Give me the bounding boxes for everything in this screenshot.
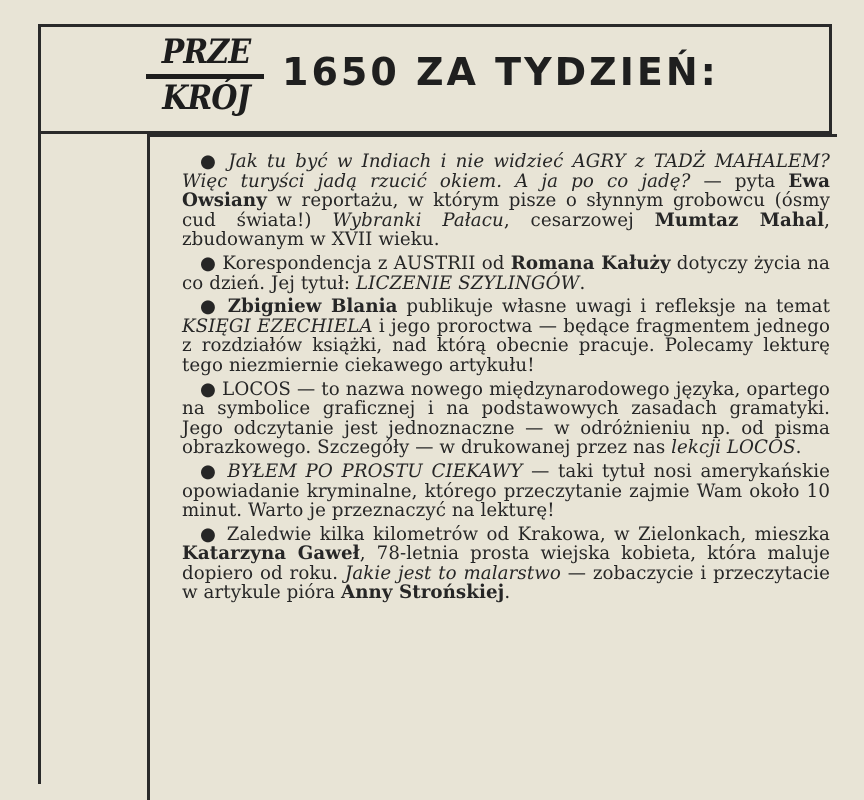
article-blurb-austria: [182, 254, 830, 293]
blurb-text-segment: — taki tytuł nosi amerykańskie opowiadanie kryminalne, którego przeczytanie zajmie Wam około 10 minut. Warto je przeznaczyć na lekturę!: [182, 460, 830, 522]
blurb-text-segment: , cesarzowej: [503, 209, 655, 231]
blurb-text-segment: KSIĘGI EZECHIELA: [182, 315, 373, 337]
blurb-text-segment: publikuje własne uwagi i refleksje na temat: [397, 296, 830, 318]
article-blurb-zielonki: [182, 525, 830, 603]
bullet-icon: ●: [200, 151, 229, 172]
blurb-text-segment: Korespondencja z AUSTRII od: [222, 252, 511, 274]
article-blurb-agra: [182, 152, 830, 250]
article-blurb-ciekawy: [182, 462, 830, 521]
bullet-icon: ●: [200, 378, 223, 400]
logo-line-2: KRÓJ: [162, 78, 250, 118]
blurb-text-segment: Katarzyna Gaweł: [182, 543, 360, 565]
left-border-rule: [38, 24, 41, 784]
blurb-text-segment: BYŁEM PO PROSTU CIEKAWY: [227, 460, 523, 482]
bullet-icon: ●: [200, 523, 227, 545]
blurb-text-segment: LOCOS — to nazwa nowego międzynarodowego języka, opartego na symbolice graficznej i na podstawowych zasadach gramatyki. Jego odczytanie jest jednoznaczne — w odróżnieniu np. od pisma obrazkowego. Szczegóły — w drukowanej przez nas: [182, 378, 830, 459]
blurb-text-segment: .: [504, 582, 511, 604]
blurb-text-segment: , zbudowanym w XVII wieku.: [182, 209, 831, 251]
blurb-text-segment: w reportażu, w którym pisze o słynnym grobowcu (ósmy cud świata!): [182, 190, 830, 231]
article-blurb-locos: [182, 380, 830, 458]
blurb-text-segment: lekcji LOCOS: [671, 437, 796, 459]
blurb-text-segment: — zobaczycie i przeczytacie w artykule pióra: [182, 562, 830, 604]
blurb-text-segment: LICZENIE SZYLINGÓW: [355, 272, 580, 294]
blurb-text-segment: Anny Strońskiej: [341, 582, 505, 604]
blurb-text-segment: Jakie jest to malarstwo: [344, 562, 561, 584]
blurb-text-segment: i jego proroctwa — będące fragmentem jednego z rozdziałów książki, nad którą obecnie pracuje. Polecamy lekturę tego niezmiernie ciekawego artykułu!: [182, 315, 830, 376]
blurb-text-segment: Zaledwie kilka kilometrów od Krakowa, w Zielonkach, mieszka: [226, 523, 830, 545]
bullet-icon: ●: [200, 296, 228, 318]
article-list: [182, 152, 830, 603]
article-blurb-ezechiel: [182, 297, 830, 375]
page-title: 1650 ZA TYDZIEŃ:: [282, 50, 719, 94]
blurb-text-segment: , 78-letnia prosta wiejska kobieta, która maluje dopiero od roku.: [182, 543, 831, 584]
przekroj-logo: [150, 32, 262, 122]
blurb-text-segment: Ewa Owsiany: [182, 170, 831, 212]
blurb-text-segment: Mumtaz Mahal: [654, 209, 825, 231]
logo-line-1: PRZE: [161, 32, 251, 72]
blurb-text-segment: .: [579, 272, 586, 294]
bullet-icon: ●: [200, 252, 223, 274]
blurb-text-segment: dotyczy życia na co dzień. Jej tytuł:: [182, 252, 830, 294]
blurb-text-segment: — pyta: [690, 170, 789, 192]
blurb-text-segment: Zbigniew Blania: [227, 296, 398, 318]
blurb-text-segment: Romana Kałuży: [510, 252, 671, 274]
blurb-text-segment: Jak tu być w Indiach i nie widzieć AGRY z TADŻ MAHALEM? Więc turyści jadą rzucić okiem. A ja po co jadę?: [182, 151, 830, 192]
bullet-icon: ●: [200, 460, 228, 482]
blurb-text-segment: Wybranki Pałacu: [332, 209, 504, 231]
blurb-text-segment: .: [795, 437, 802, 459]
